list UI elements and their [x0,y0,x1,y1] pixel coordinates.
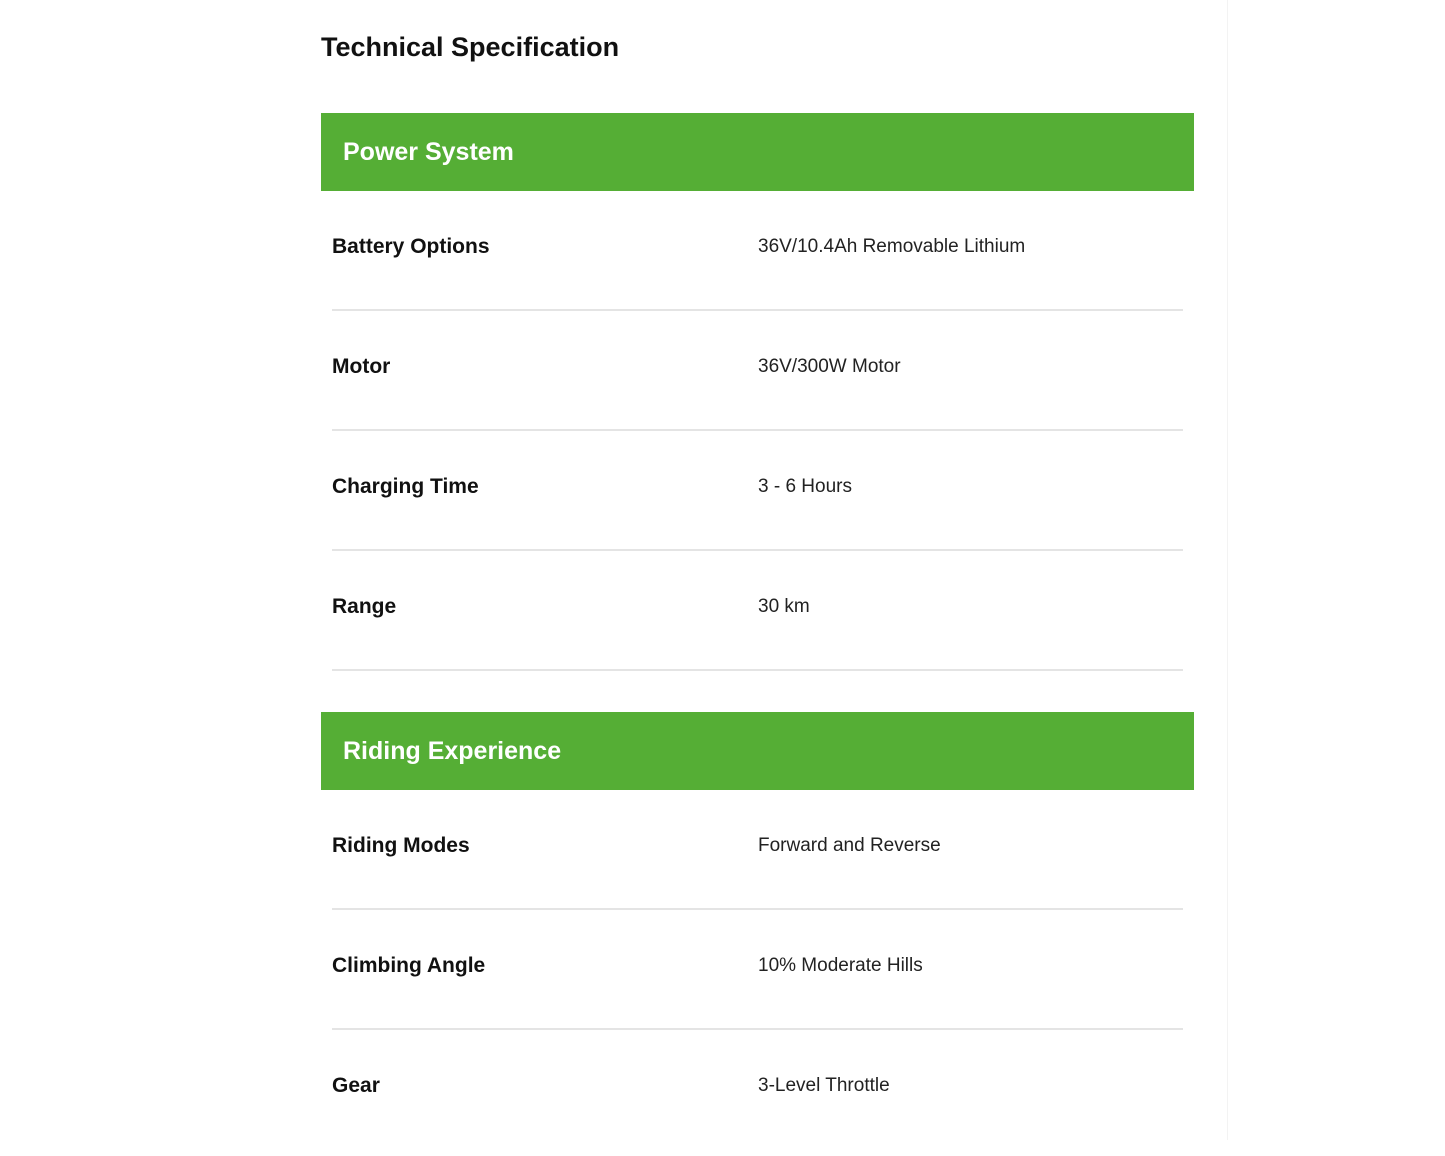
section-title: Riding Experience [343,736,562,765]
spec-label: Charging Time [332,475,479,498]
spec-label: Climbing Angle [332,954,486,977]
spec-row-riding-modes [332,790,1183,910]
spec-label: Gear [332,1074,380,1097]
spec-value: 36V/300W Motor [758,356,901,377]
spec-value: 30 km [758,596,810,617]
spec-label: Motor [332,355,391,378]
spec-row-range [332,551,1183,671]
section-title: Power System [343,137,514,166]
spec-value: 3-Level Throttle [758,1075,890,1096]
spec-row-motor [332,311,1183,431]
section-riding-experience [321,712,1194,1148]
spec-label: Battery Options [332,235,490,258]
section-header [321,712,1194,790]
page-divider [1227,0,1228,1140]
spec-value: Forward and Reverse [758,835,941,856]
spec-value: 10% Moderate Hills [758,955,923,976]
spec-value: 3 - 6 Hours [758,476,852,497]
page-title: Technical Specification [321,32,620,62]
spec-label: Range [332,595,397,618]
spec-row-battery-options [332,191,1183,311]
spec-row-climbing-angle [332,910,1183,1030]
spec-label: Riding Modes [332,834,470,857]
spec-row-charging-time [332,431,1183,551]
spec-value: 36V/10.4Ah Removable Lithium [758,236,1026,257]
section-header [321,113,1194,191]
spec-row-gear [332,1030,1183,1148]
section-power-system [321,113,1194,671]
